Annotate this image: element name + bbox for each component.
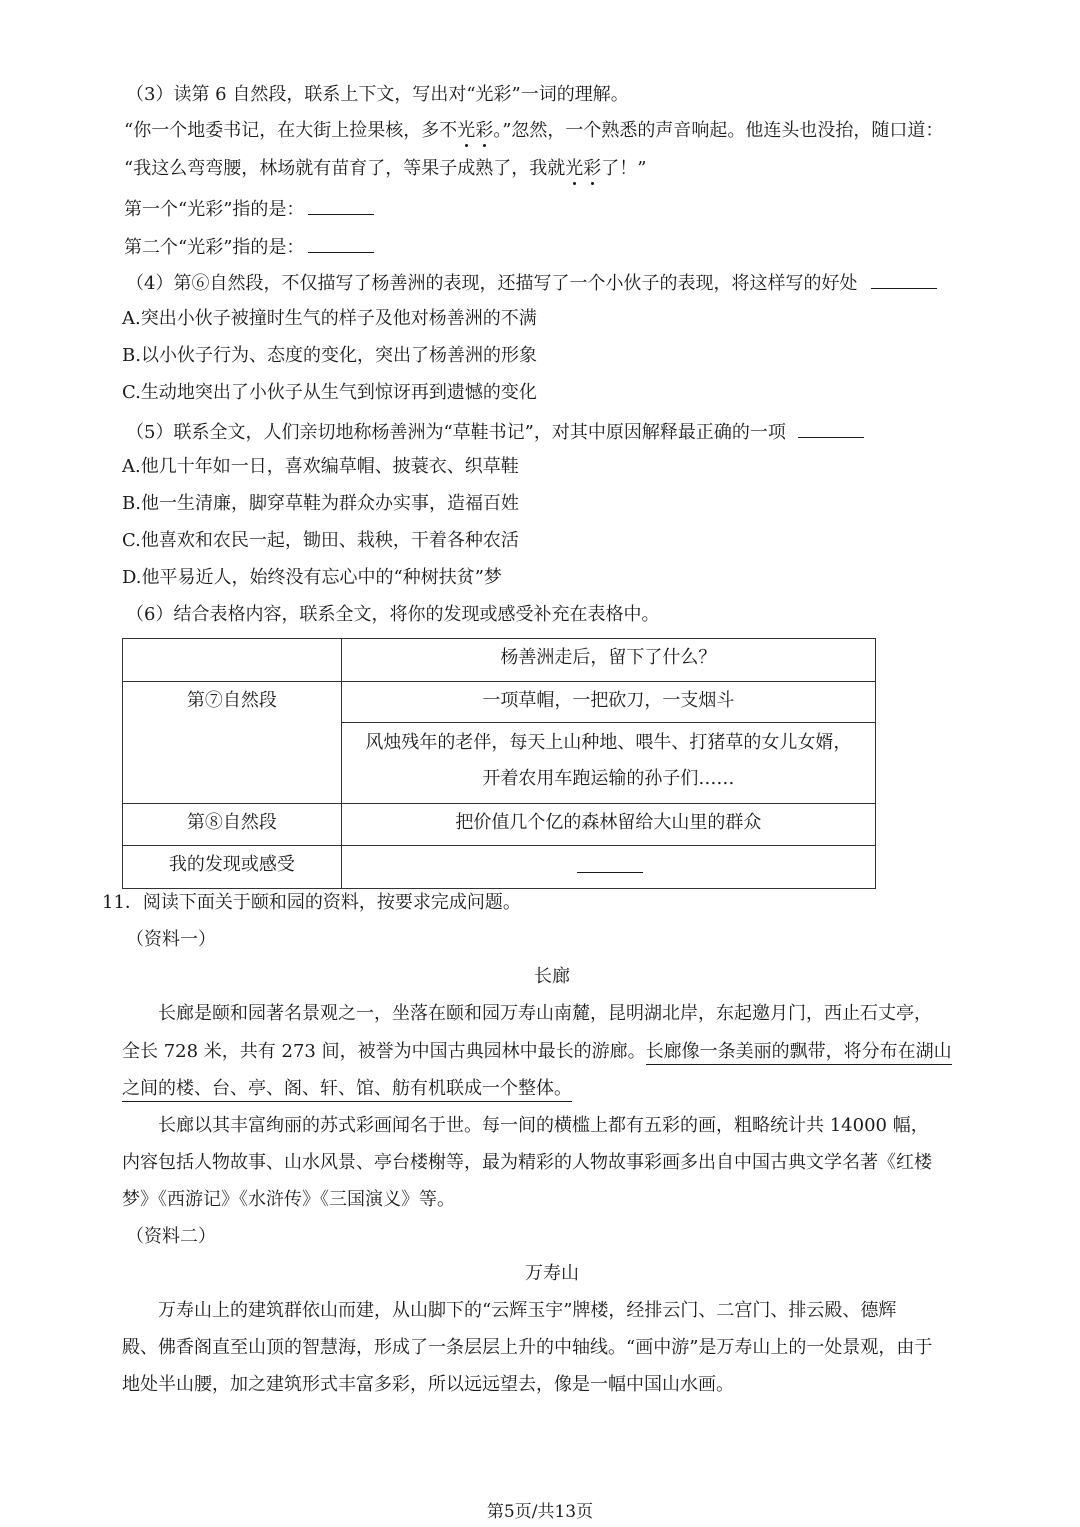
emphasis-char: 彩 bbox=[475, 120, 494, 141]
m1-text: 全长 728 米，共有 273 间，被誉为中国古典园林中最长的游廊。 bbox=[122, 1041, 646, 1062]
table-corner-cell bbox=[123, 639, 342, 682]
material-1-title bbox=[0, 964, 1080, 990]
m1-p1-line-2 bbox=[122, 1039, 952, 1065]
m2-p1-line-1: 万寿山上的建筑群依山而建，从山脚下的“云辉玉宇”牌楼，经排云门、二宫门、排云殿、德辉 bbox=[158, 1300, 897, 1321]
q3-second-label: 第二个“光彩”指的是： bbox=[124, 237, 305, 258]
row7-label: 第⑦自然段 bbox=[186, 690, 277, 711]
q5-option-c: C.他喜欢和农民一起，锄田、栽秧，干着各种农活 bbox=[122, 530, 519, 551]
row7-cell-b bbox=[341, 723, 875, 804]
quote-text: 了！” bbox=[601, 158, 647, 179]
answer-blank[interactable] bbox=[871, 268, 937, 289]
material-1-title-text: 长廊 bbox=[534, 966, 570, 987]
emphasis-char: 光 bbox=[457, 120, 476, 141]
q3-quote-line-2 bbox=[124, 156, 646, 182]
m1-p2-line-1: 长廊以其丰富绚丽的苏式彩画闻名于世。每一间的横槛上都有五彩的画，粗略统计共 14000 幅， bbox=[158, 1115, 929, 1136]
table-header: 杨善洲走后，留下了什么？ bbox=[500, 647, 717, 668]
q4-option-c: C.生动地突出了小伙子从生气到惊讶再到遗憾的变化 bbox=[122, 382, 537, 403]
material-2-title bbox=[0, 1261, 1080, 1287]
m1-p1-line-3 bbox=[122, 1076, 572, 1102]
quote-text: 。”忽然，一个熟悉的声音响起。他连头也没抬，随口道： bbox=[493, 120, 944, 141]
q3-quote-line-1 bbox=[124, 118, 943, 144]
m1-p1-line-1: 长廊是颐和园著名景观之一，坐落在颐和园万寿山南麓，昆明湖北岸，东起邀月门，西止石丈亭， bbox=[158, 1003, 932, 1024]
quote-text: “我这么弯弯腰，林场就有苗育了，等果子成熟了，我就 bbox=[124, 158, 566, 179]
row7-cell-a bbox=[341, 682, 875, 723]
q4-option-a: A.突出小伙子被撞时生气的样子及他对杨善洲的不满 bbox=[122, 308, 537, 329]
q4-prompt: （4）第⑥自然段，不仅描写了杨善洲的表现，还描写了一个小伙子的表现，将这样写的好处 bbox=[126, 273, 858, 294]
quote-text: “你一个地委书记，在大街上捡果核，多不 bbox=[124, 120, 458, 141]
q5-option-b: B.他一生清廉，脚穿草鞋为群众办实事，造福百姓 bbox=[122, 493, 519, 514]
material-1-label: （资料一） bbox=[126, 929, 216, 950]
q6-table bbox=[122, 638, 876, 889]
answer-blank[interactable] bbox=[577, 852, 643, 873]
m1-p2-line-3: 梦》《西游记》《水浒传》《三国演义》等。 bbox=[122, 1189, 455, 1210]
underlined-sentence: 长廊像一条美丽的飘带，将分布在湖山 bbox=[646, 1041, 952, 1065]
material-2-label: （资料二） bbox=[126, 1226, 216, 1247]
q6-prompt: （6）结合表格内容，联系全文，将你的发现或感受补充在表格中。 bbox=[126, 604, 660, 625]
q3-prompt: （3）读第 6 自然段，联系上下文，写出对“光彩”一词的理解。 bbox=[126, 84, 629, 105]
row8-label: 第⑧自然段 bbox=[186, 812, 277, 833]
row8-label-cell bbox=[123, 804, 342, 846]
answer-blank[interactable] bbox=[798, 417, 864, 438]
row9-answer-cell[interactable] bbox=[341, 846, 875, 889]
emphasis-char: 彩 bbox=[583, 158, 602, 179]
table-header-cell bbox=[341, 639, 875, 682]
m2-p1-line-3: 地处半山腰，加之建筑形式丰富多彩，所以远远望去，像是一幅中国山水画。 bbox=[122, 1374, 734, 1395]
q11-prompt: 11．阅读下面关于颐和园的资料，按要求完成问题。 bbox=[102, 892, 521, 913]
row9-label-cell bbox=[123, 846, 342, 889]
emphasis-char: 光 bbox=[565, 158, 584, 179]
m1-p2-line-2: 内容包括人物故事、山水风景、亭台楼榭等，最为精彩的人物故事彩画多出自中国古典文学名著《红楼 bbox=[122, 1152, 932, 1173]
underlined-sentence: 之间的楼、台、亭、阁、轩、馆、舫有机联成一个整体。 bbox=[122, 1078, 572, 1102]
q5-line bbox=[126, 417, 864, 446]
q4-line bbox=[126, 268, 937, 297]
row7-text-b1: 风烛残年的老伴，每天上山种地、喂牛、打猪草的女儿女婿， bbox=[365, 732, 852, 753]
q5-option-a: A.他几十年如一日，喜欢编草帽、披蓑衣、织草鞋 bbox=[122, 456, 519, 477]
q3-second-line bbox=[124, 232, 374, 261]
answer-blank[interactable] bbox=[308, 194, 374, 215]
row7-text-b2: 开着农用车跑运输的孙子们…… bbox=[482, 768, 735, 789]
q5-option-d: D.他平易近人，始终没有忘心中的“种树扶贫”梦 bbox=[122, 567, 502, 588]
page-footer: 第5页/共13页 bbox=[486, 1502, 594, 1522]
q5-prompt: （5）联系全文，人们亲切地称杨善洲为“草鞋书记”，对其中原因解释最正确的一项 bbox=[126, 422, 786, 443]
row8-text: 把价值几个亿的森林留给大山里的群众 bbox=[455, 812, 762, 833]
row9-label: 我的发现或感受 bbox=[168, 854, 295, 875]
answer-blank[interactable] bbox=[308, 232, 374, 253]
q4-option-b: B.以小伙子行为、态度的变化，突出了杨善洲的形象 bbox=[122, 345, 537, 366]
m2-p1-line-2: 殿、佛香阁直至山顶的智慧海，形成了一条层层上升的中轴线。“画中游”是万寿山上的一处景观，由于 bbox=[122, 1337, 933, 1358]
q3-first-label: 第一个“光彩”指的是： bbox=[124, 199, 305, 220]
row7-label-cell bbox=[123, 682, 342, 804]
q3-first-line bbox=[124, 194, 374, 223]
row7-text-a: 一项草帽，一把砍刀，一支烟斗 bbox=[482, 690, 735, 711]
material-2-title-text: 万寿山 bbox=[525, 1263, 579, 1284]
row8-cell bbox=[341, 804, 875, 846]
